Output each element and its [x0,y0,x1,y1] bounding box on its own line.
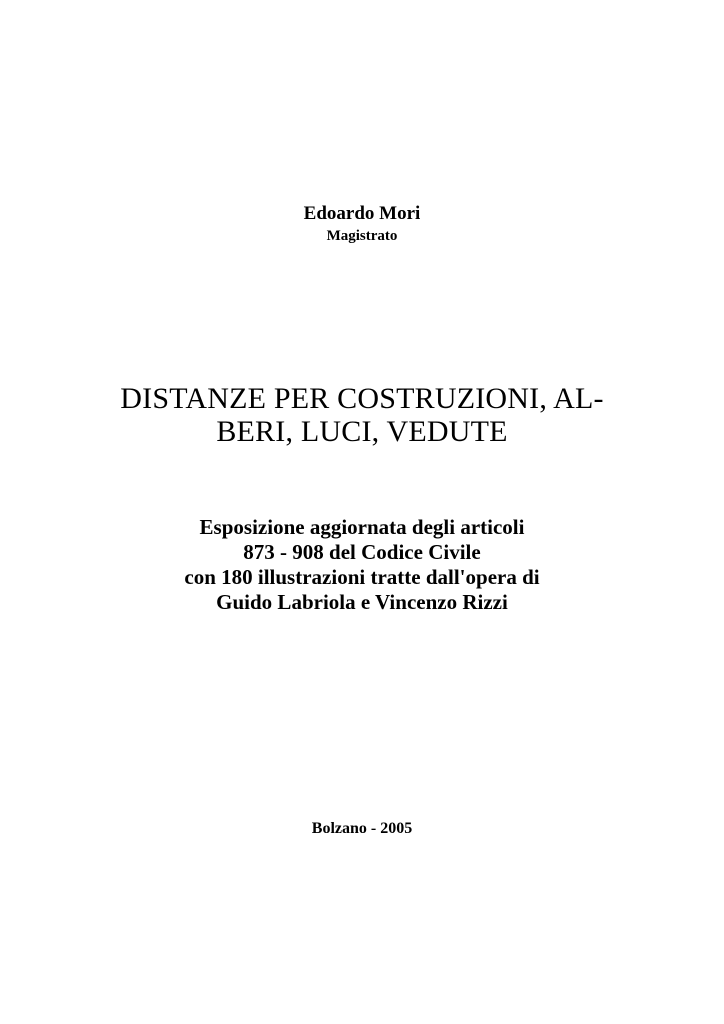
place-date: Bolzano - 2005 [311,820,413,837]
subtitle [0,515,724,615]
subtitle-line: Esposizione aggiornata degli articoli [199,515,525,539]
main-title-line: DISTANZE PER COSTRUZIONI, AL- [120,382,604,415]
subtitle-line: con 180 illustrazioni tratte dall'opera di [184,565,540,589]
subtitle-line: Guido Labriola e Vincenzo Rizzi [216,590,508,614]
subtitle-line: 873 - 908 del Codice Civile [243,540,481,564]
main-title-line: BERI, LUCI, VEDUTE [216,415,508,448]
author-name: Edoardo Mori [303,203,421,224]
author-role: Magistrato [326,228,398,244]
main-title [0,382,724,448]
